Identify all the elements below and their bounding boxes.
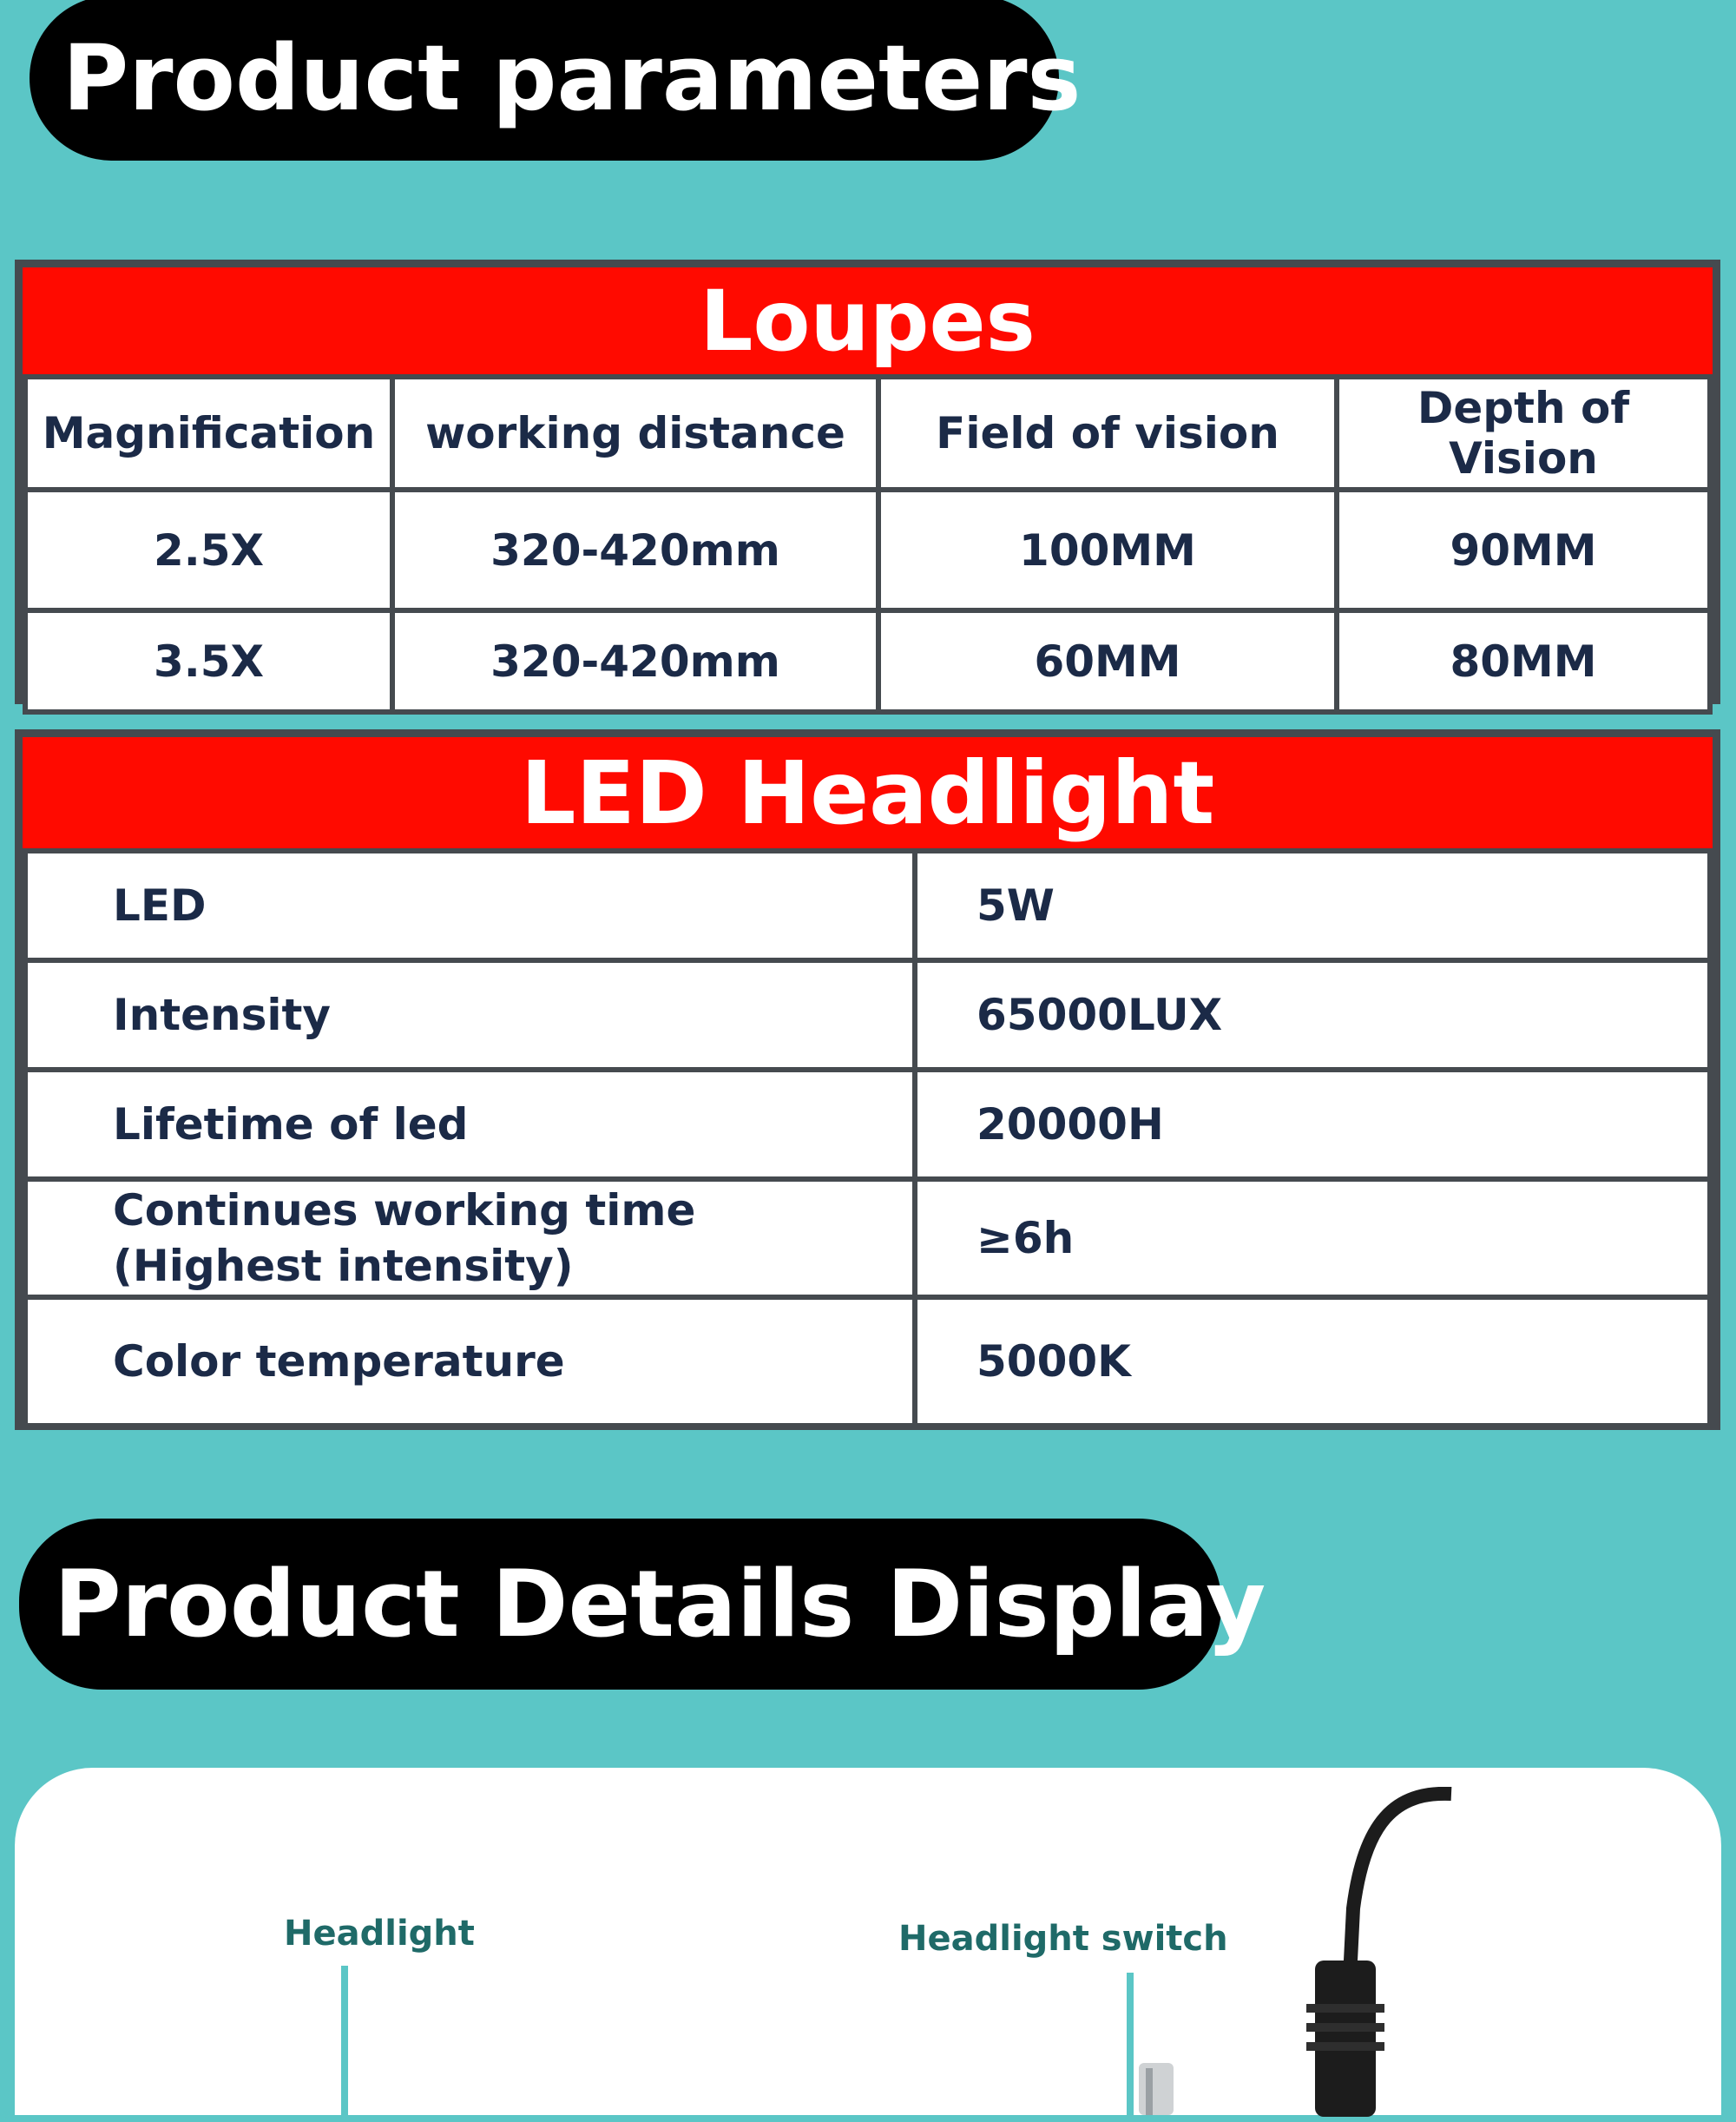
working-distance-cell: 320-420mm xyxy=(392,610,878,712)
magnification-cell: 3.5X xyxy=(25,610,392,712)
spec-value: ≥6h xyxy=(915,1179,1710,1297)
table-row xyxy=(25,851,1710,960)
spec-value: 5W xyxy=(915,851,1710,960)
header-depth-of-vision: Depth of Vision xyxy=(1337,377,1710,490)
field-of-vision-cell: 100MM xyxy=(878,490,1337,610)
spec-key: LED xyxy=(25,851,915,960)
product-parameters-title: Product parameters xyxy=(62,25,1082,131)
product-parameters-banner xyxy=(30,0,1082,161)
spec-key: Intensity xyxy=(25,960,915,1070)
spec-key: Color temperature xyxy=(25,1297,915,1426)
spec-value: 65000LUX xyxy=(915,960,1710,1070)
table-row xyxy=(25,960,1710,1070)
led-headlight-table xyxy=(15,729,1720,1430)
table-row xyxy=(25,1070,1710,1179)
headlight-switch-callout: Headlight switch xyxy=(898,1919,1228,1959)
table-row xyxy=(25,1179,1710,1297)
table-row xyxy=(25,610,1710,712)
headlight-callout: Headlight xyxy=(284,1914,475,1954)
table-row xyxy=(25,490,1710,610)
magnification-cell: 2.5X xyxy=(25,490,392,610)
loupes-spec-table xyxy=(23,374,1713,715)
header-working-distance: working distance xyxy=(392,377,878,490)
led-headlight-title: LED Headlight xyxy=(23,737,1713,848)
spec-value: 20000H xyxy=(915,1070,1710,1179)
depth-of-vision-cell: 90MM xyxy=(1337,490,1710,610)
field-of-vision-cell: 60MM xyxy=(878,610,1337,712)
header-field-of-vision: Field of vision xyxy=(878,377,1337,490)
depth-of-vision-cell: 80MM xyxy=(1337,610,1710,712)
table-row xyxy=(25,1297,1710,1426)
spec-key: Continues working time (Highest intensity) xyxy=(25,1179,915,1297)
headlight-pointer-line xyxy=(341,1966,348,2122)
header-magnification: Magnification xyxy=(25,377,392,490)
spec-value: 5000K xyxy=(915,1297,1710,1426)
loupes-header-row xyxy=(25,377,1710,490)
spec-key: Lifetime of led xyxy=(25,1070,915,1179)
product-details-title: Product Details Display xyxy=(54,1551,1266,1657)
loupes-title: Loupes xyxy=(23,267,1713,374)
loupes-table xyxy=(15,260,1720,704)
product-detail-card xyxy=(15,1768,1721,2115)
switch-knob-icon xyxy=(1121,2054,1191,2115)
led-spec-table xyxy=(23,848,1713,1428)
product-details-banner xyxy=(19,1519,1266,1690)
headlight-cable-icon xyxy=(1291,1787,1482,2117)
working-distance-cell: 320-420mm xyxy=(392,490,878,610)
